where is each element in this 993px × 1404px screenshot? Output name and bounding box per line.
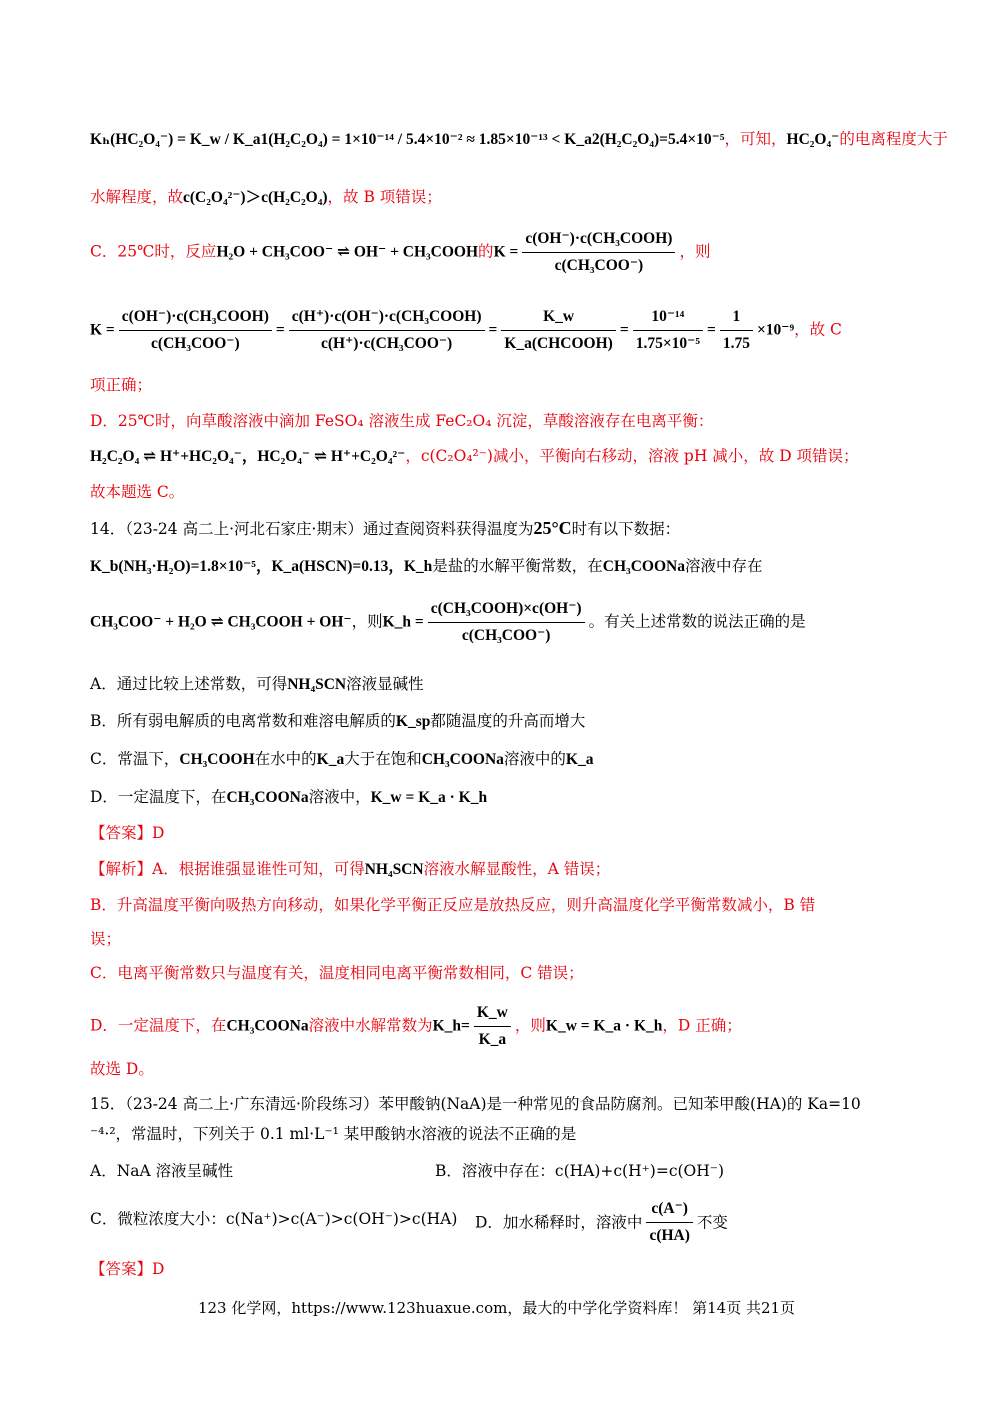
q15-option-a: A．NaA 溶液呈碱性 xyxy=(90,1162,234,1180)
answer-label: 【答案】 xyxy=(90,824,153,842)
reaction-equation: H₂O + CH₃COO⁻ ⇌ OH⁻ + CH₃COOH xyxy=(216,243,479,261)
k-symbol: K = xyxy=(90,321,115,339)
analysis-line-kh xyxy=(90,128,948,151)
q14-text: 是盐的水解平衡常数，在 xyxy=(432,557,603,575)
analysis-text: ，则 xyxy=(679,242,711,261)
q14-text: 溶液中存在 xyxy=(684,557,763,575)
analysis-text: 的 xyxy=(478,242,494,261)
q14-option-d: D．一定温度下，在CH₃COONa溶液中，K_w = K_a · K_h xyxy=(90,788,488,806)
q14-stem-text: 14．（23-24 高二上·河北石家庄·期末）通过查阅资料获得温度为 xyxy=(90,520,534,538)
q15-stem-line1: 15．（23-24 高二上·广东清远·阶段练习）苯甲酸钠(NaA)是一种常见的食品防腐剂。已知苯甲酸(HA)的 Ka=10 xyxy=(90,1095,861,1113)
hydrolysis-equation: CH₃COO⁻ + H₂O ⇌ CH₃COOH + OH⁻ xyxy=(90,613,352,631)
q15-option-d: D．加水稀释时，溶液中 $\frac{c(A^-)}{c(HA)}$ 不变 xyxy=(475,1198,728,1247)
analysis-label: 【解析】 xyxy=(90,860,153,878)
q14-analysis-b-cont: 误； xyxy=(90,930,122,948)
q15-answer xyxy=(90,1258,903,1280)
analysis-text: ，故 B 项错误； xyxy=(327,188,442,206)
q14-text: ，则 xyxy=(351,612,383,631)
formula: CH₃COONa xyxy=(602,558,685,575)
kh-fraction: $\frac{\text{c(CH₃COOH)×c(OH⁻)}}{\text{c(CH₃COO⁻)}}$ xyxy=(428,598,585,647)
q15-options-ab xyxy=(90,1160,903,1182)
q14-conclusion: 故选 D。 xyxy=(90,1060,154,1078)
q14-stem-text: 时有以下数据： xyxy=(571,520,681,538)
analysis-text: ，可知， xyxy=(724,130,787,148)
analysis-text: ，c(C₂O₄²⁻)减小，平衡向右移动，溶液 pH 减小，故 D 项错误； xyxy=(405,447,859,465)
q15-option-b: B．溶液中存在：c(HA)+c(H⁺)=c(OH⁻) xyxy=(435,1162,725,1180)
q14-option-b: B．所有弱电解质的电离常数和难溶电解质的K_sp都随温度的升高而增大 xyxy=(90,712,586,730)
ratio-fraction: $\frac{c(A^-)}{c(HA)}$ xyxy=(646,1198,692,1247)
q14-analysis-b: B．升高温度平衡向吸热方向移动，如果化学平衡正反应是放热反应，则升高温度化学平衡常数减小，B 错 xyxy=(90,896,816,914)
fraction-3: $\frac{K\_w}{\text{K\_a(CHCOOH)}}$ xyxy=(501,306,616,355)
answer-value: D xyxy=(152,824,165,842)
analysis-d-equation xyxy=(90,445,903,468)
ionization-equation: H₂C₂O₄ ⇌ H⁺+HC₂O₄⁻，HC₂O₄⁻ ⇌ H⁺+C₂O₄²⁻ xyxy=(90,448,406,465)
answer-value: D xyxy=(152,1260,165,1278)
analysis-line-2 xyxy=(90,186,903,209)
formula: HC₂O₄⁻ xyxy=(786,131,840,148)
q14-analysis-a: 【解析】A．根据谁强显谁性可知，可得NH₄SCN溶液水解显酸性，A 错误； xyxy=(90,860,611,878)
page-footer: 123 化学网，https://www.123huaxue.com，最大的中学化学资料库！ 第14页 共21页 xyxy=(197,1299,796,1317)
q14-answer xyxy=(90,822,903,844)
q14-analysis-d: D．一定温度下，在CH₃COONa溶液中水解常数为K_h= $\frac{K\_w}{K\_a}$ ，则K_w = K_a · K_h，D 正确； xyxy=(90,1002,903,1051)
analysis-option-c xyxy=(90,228,903,277)
analysis-text: ，故 C xyxy=(794,320,842,339)
formula: c(C₂O₄²⁻)＞c(H₂C₂O₄) xyxy=(183,189,328,206)
fraction-5: $\frac{1}{1.75}$ xyxy=(720,306,753,355)
analysis-c-correct: 项正确； xyxy=(90,376,153,394)
q14-option-c: C．常温下，CH₃COOH在水中的K_a大于在饱和CH₃COONa溶液中的K_a xyxy=(90,750,594,768)
q14-analysis-c: C．电离平衡常数只与温度有关，温度相同电离平衡常数相同，C 错误； xyxy=(90,964,584,982)
k-fraction: $\frac{\text{c(OH⁻)·c(CH₃COOH)}}{\text{c(CH₃COO⁻)}}$ xyxy=(522,228,675,277)
q14-text: 。有关上述常数的说法正确的是 xyxy=(588,612,806,631)
kh-equation: Kₕ(HC₂O₄⁻) = K_w / K_a1(H₂C₂O₄) = 1×10⁻¹⁴ / 5.4×10⁻² ≈ 1.85×10⁻¹³ < K_a2(H₂C₂O₄)=5.4×10⁻⁵ xyxy=(90,131,725,148)
kh-symbol: K_h = xyxy=(382,613,424,631)
q14-stem xyxy=(90,517,903,540)
k-symbol: K = xyxy=(493,243,519,261)
analysis-text: C．25℃时，反应 xyxy=(90,242,217,261)
analysis-k-derivation: K = $\frac{\text{c(OH⁻)·c(CH₃COOH)}}{\text{c(CH₃COO⁻)}}$ = $\frac{\text{c(H⁺)·c(OH⁻)·c(CH₃COOH)}}{\text{c(H⁺)·c(CH₃COO⁻)}}$ = $\frac{K\_w}{\text{K\_a(CHCOOH)}}$ = $\frac{\text{10⁻¹⁴}}{\text{1.75×10⁻⁵}}$ = $\frac{1}{1.75}$ ×10⁻⁹，故 C xyxy=(90,306,903,355)
constants: K_b(NH₃·H₂O)=1.8×10⁻⁵，K_a(HSCN)=0.13，K_h xyxy=(90,558,433,575)
kh-fraction: $\frac{K\_w}{K\_a}$ xyxy=(474,1002,511,1051)
q14-option-a: A．通过比较上述常数，可得NH₄SCN溶液显碱性 xyxy=(90,675,424,693)
q15-option-c: C．微粒浓度大小：c(Na⁺)>c(A⁻)>c(OH⁻)>c(HA) xyxy=(90,1210,458,1228)
fraction-2: $\frac{\text{c(H⁺)·c(OH⁻)·c(CH₃COOH)}}{\text{c(H⁺)·c(CH₃COO⁻)}}$ xyxy=(289,306,485,355)
fraction-4: $\frac{\text{10⁻¹⁴}}{\text{1.75×10⁻⁵}}$ xyxy=(633,306,703,355)
analysis-text: 的电离程度大于 xyxy=(839,130,948,148)
analysis-option-d: D．25℃时，向草酸溶液中滴加 FeSO₄ 溶液生成 FeC₂O₄ 沉淀，草酸溶液存在电离平衡： xyxy=(90,412,714,430)
analysis-conclusion: 故本题选 C。 xyxy=(90,483,185,501)
exponent: ×10⁻⁹ xyxy=(756,321,795,339)
q14-equation xyxy=(90,598,903,647)
analysis-text: 水解程度，故 xyxy=(90,188,184,206)
q14-data xyxy=(90,555,903,578)
q15-stem-line2: ⁻⁴·²，常温时，下列关于 0.1 ml·L⁻¹ 某甲酸钠水溶液的说法不正确的是 xyxy=(90,1125,577,1143)
temperature: 25°C xyxy=(533,518,572,538)
fraction-1: $\frac{\text{c(OH⁻)·c(CH₃COOH)}}{\text{c(CH₃COO⁻)}}$ xyxy=(119,306,272,355)
answer-label: 【答案】 xyxy=(90,1260,153,1278)
